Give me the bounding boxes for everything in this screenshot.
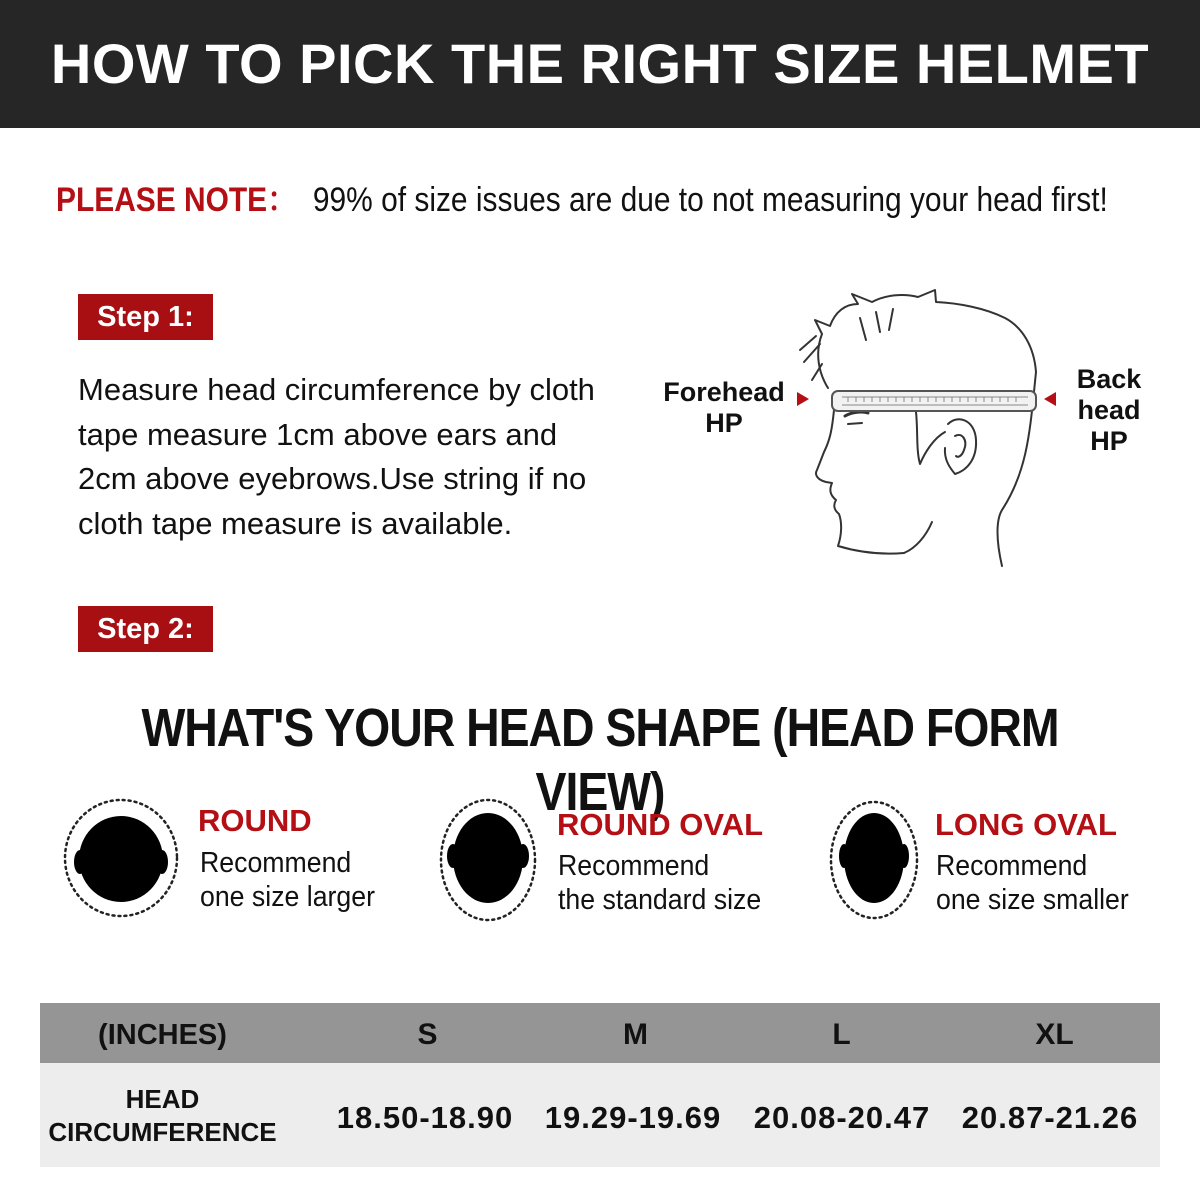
head-shape-heading: WHAT'S YOUR HEAD SHAPE (HEAD FORM VIEW) (141, 698, 1059, 822)
step1-line: Measure head circumference by cloth (78, 372, 595, 407)
table-size-header: L (832, 1018, 851, 1051)
step1-line: cloth tape measure is available. (78, 505, 513, 541)
page-title: HOW TO PICK THE RIGHT SIZE HELMET (50, 32, 1150, 95)
table-size-header: XL (1035, 1018, 1074, 1051)
back-head-label-line: HP (1090, 426, 1128, 456)
table-size-header: S (417, 1018, 438, 1051)
back-head-label (1064, 364, 1154, 457)
shape-desc-round (200, 846, 375, 914)
long-oval-head-icon (828, 800, 920, 922)
row-label-line: CIRCUMFERENCE (48, 1117, 277, 1147)
shape-desc-line: Recommend (936, 850, 1088, 882)
shape-desc-line: Recommend (558, 850, 710, 882)
head-measurement-diagram (780, 285, 1070, 575)
shape-title-round-oval: ROUND OVAL (557, 807, 764, 842)
shape-desc-line: one size larger (200, 881, 376, 913)
step1-line: tape measure 1cm above ears and (78, 416, 558, 452)
table-cell: 19.29-19.69 (544, 1100, 722, 1135)
table-size-header: M (623, 1018, 648, 1051)
table-unit-header: (INCHES) (98, 1019, 227, 1051)
forehead-label-line: HP (705, 408, 743, 438)
step1-instructions (78, 368, 658, 546)
note-text: 99% of size issues are due to not measuring your head first! (312, 181, 1108, 219)
table-cell: 18.50-18.90 (336, 1100, 514, 1135)
note-row (56, 178, 1108, 222)
back-head-label-line: Back (1076, 364, 1142, 394)
table-cell: 20.87-21.26 (961, 1100, 1139, 1135)
shape-desc-round-oval (558, 849, 761, 917)
forehead-label-line: Forehead (663, 377, 785, 407)
shape-desc-line: Recommend (200, 847, 352, 879)
forehead-label (660, 377, 788, 439)
step2-badge: Step 2: (78, 606, 213, 652)
table-cell: 20.08-20.47 (753, 1100, 931, 1135)
shape-desc-long-oval (936, 849, 1129, 917)
step1-line: 2cm above eyebrows.Use string if no (78, 461, 587, 496)
shape-title-round: ROUND (198, 803, 312, 838)
table-row-label (40, 1083, 285, 1149)
row-label-line: HEAD (125, 1084, 200, 1114)
step1-badge: Step 1: (78, 294, 213, 340)
forehead-arrow-icon (797, 392, 809, 406)
round-head-icon (62, 798, 182, 920)
shape-desc-line: one size smaller (936, 884, 1129, 916)
back-head-arrow-icon (1044, 392, 1056, 406)
round-oval-head-icon (438, 798, 538, 922)
note-label: PLEASE NOTE： (56, 181, 298, 219)
shape-desc-line: the standard size (558, 884, 762, 916)
shape-title-long-oval: LONG OVAL (935, 807, 1117, 842)
back-head-label-line: head (1077, 395, 1141, 425)
